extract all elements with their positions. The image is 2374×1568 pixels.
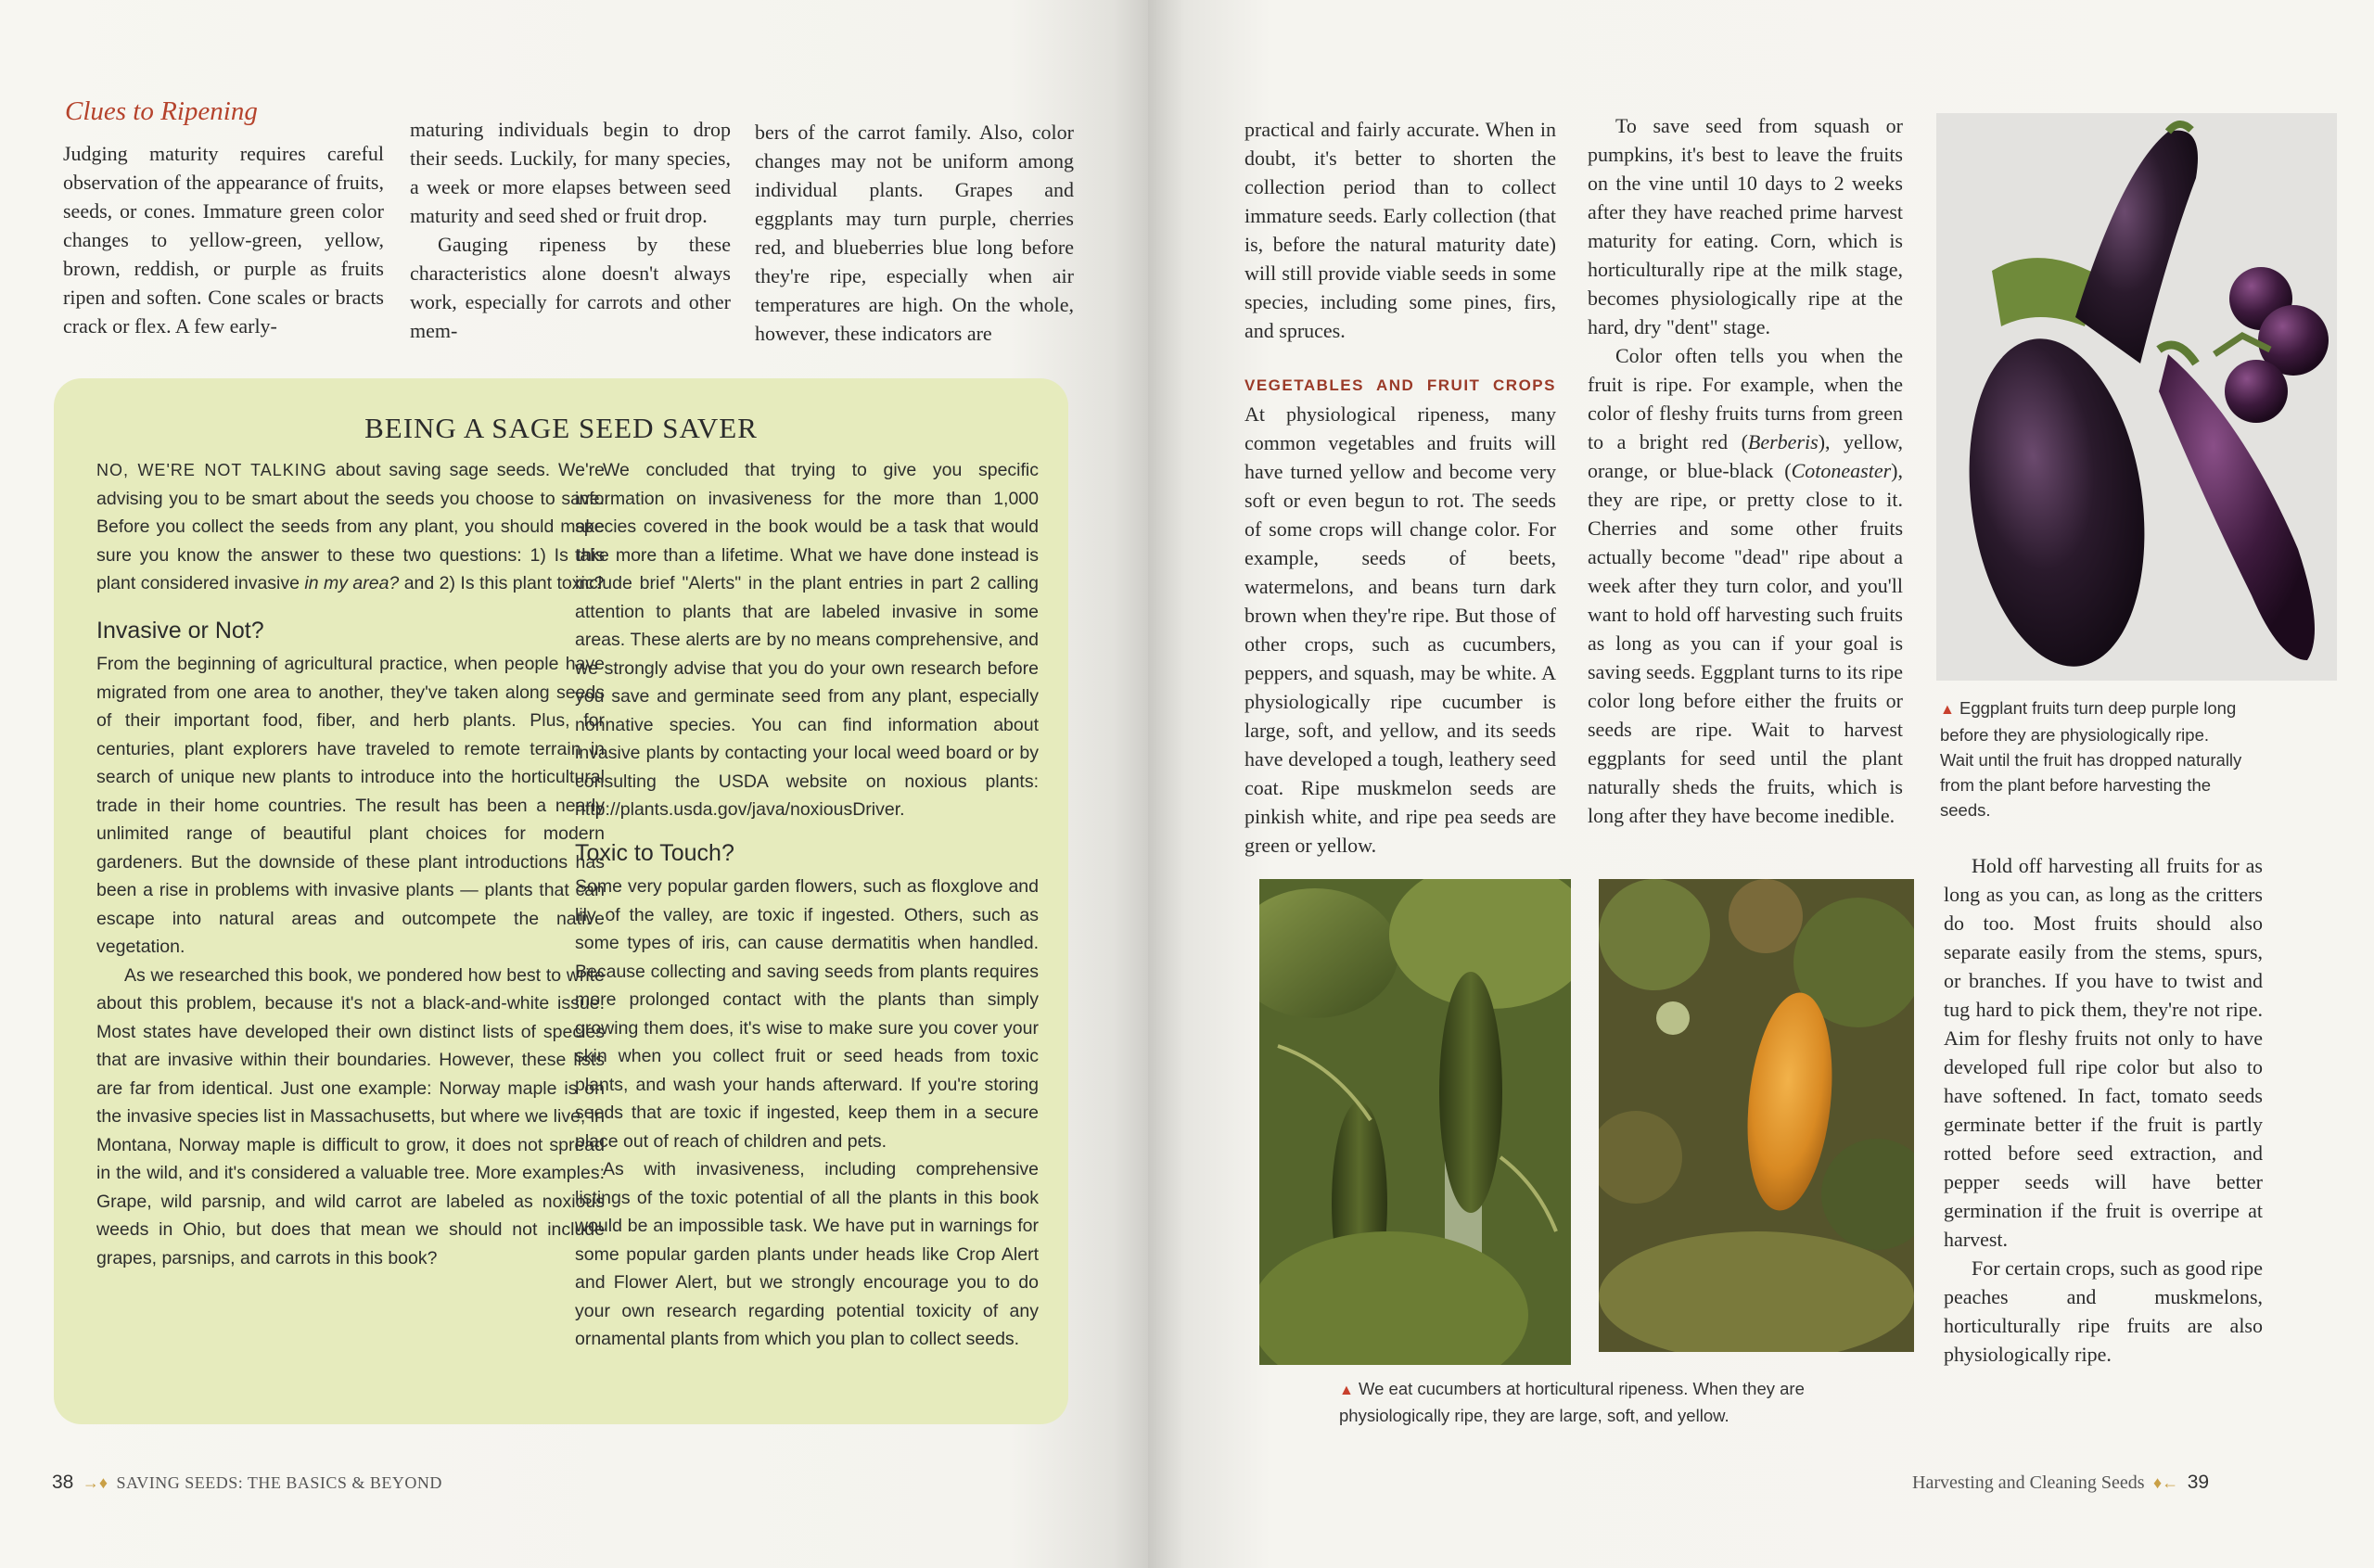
text-column-2 [1588, 111, 1903, 830]
paragraph: Some very popular garden flowers, such as floxglove and lily of the valley, are toxic if ingested. Others, such as some types of iris, can cause dermatitis when handled. Because collecting and saving seeds from plants requires more prolonged contact with the plants than simply growing them does, it's wise to make sure you cover your skin when you collect fruit or seed heads from toxic plants, and wash your hands afterward. If you're storing seeds that are toxic if ingested, keep them in a secure place out of reach of children and pets. [575, 876, 1039, 1152]
yellow-cucumber-illustration [1599, 879, 1914, 1352]
chapter-title: Harvesting and Cleaning Seeds [1912, 1472, 2145, 1493]
veg-text: At physiological ripeness, many common vegetables and fruits will have turned yellow and become very soft or even begun to rot. The seeds of some crops will change color. For example, seeds of beets, watermelons, and beans turn dark brown when they're ripe. But those of other crops, such as cucumbers, peppers, and squash, may be white. A physiologically ripe cucumber is large, soft, and yellow, and its seeds have developed a tough, leathery seed coat. Ripe muskmelon seeds are pinkish white, and ripe pea seeds are green or yellow. [1244, 402, 1556, 857]
sidebar-column-right [575, 456, 1039, 1354]
cucumber-caption [1339, 1376, 1858, 1428]
caption-text: Eggplant fruits turn deep purple long before they are physiologically ripe. Wait until the fruit has dropped naturally from the plant before harvesting the seeds. [1940, 698, 2242, 820]
paragraph: To save seed from squash or pumpkins, it's best to leave the fruits on the vine until 10 days to 2 weeks after they have reached prime harvest maturity for eating. Corn, which is horticulturally ripe at the milk stage, becomes physiologically ripe at the hard, dry "dent" stage. [1588, 114, 1903, 338]
caption-triangle-icon: ▲ [1339, 1383, 1354, 1398]
text-column-1 [1244, 115, 1556, 860]
eggplant-photo [1936, 113, 2337, 681]
cucumber-photo-yellow [1599, 879, 1914, 1352]
intro-text: about saving sage seeds. We're advising you to be smart about the seeds you choose to save. Before you collect the seeds from any plant, you should make sure you know the answer to these two questions: 1) Is this plant considered invasive [96, 460, 606, 593]
text-column-3 [755, 118, 1074, 348]
left-footer [52, 1472, 442, 1494]
paragraph: Judging maturity requires careful observation of the appearance of fruits, seeds, or cones. Immature green color changes to yellow-green, yellow, brown, reddish, or purple as fruits ripen and soften. Cone scales or bracts crack or flex. A few early- [63, 142, 384, 338]
right-page [1148, 0, 2374, 1568]
caption-text: We eat cucumbers at horticultural ripeness. When they are physiologically ripe, they are large, soft, and yellow. [1339, 1379, 1805, 1425]
intro-lead: NO, WE'RE NOT TALKING [96, 461, 327, 479]
caption-triangle-icon: ▲ [1940, 702, 1955, 718]
veg-heading: VEGETABLES AND FRUIT CROPS [1244, 376, 1556, 394]
text-run: Color often tells you when the fruit is ripe. For example, when the color of fleshy fruits turns from green to a bright red ( [1588, 344, 1903, 453]
paragraph: We concluded that trying to give you specific information on invasiveness for the more than 1,000 species covered in the book would be a task that would take more than a lifetime. What we have done instead is include brief "Alerts" in the plant entries in part 2 calling attention to plants that are labeled invasive in some areas. These alerts are by no means comprehensive, and we strongly advise that you do your own research before you save and germinate seed from any plant, especially nonnative species. You can find information about invasive plants by contacting your local weed board or by consulting the USDA website on noxious plants: http://plants.usda.gov/java/noxiousDriver. [575, 460, 1039, 820]
sidebar-box [54, 378, 1068, 1424]
left-page [0, 0, 1148, 1568]
paragraph [1244, 369, 1556, 860]
green-cucumber-illustration [1259, 879, 1571, 1365]
sidebar-column-left [96, 456, 605, 1272]
paragraph: As with invasiveness, including comprehensive listings of the toxic potential of all the plants in this book would be an impossible task. We have put in warnings for some popular garden plants under heads like Crop Alert and Flower Alert, but we strongly encourage you to do your own research regarding potential toxicity of any ornamental plants from which you plan to collect seeds. [575, 1159, 1039, 1349]
paragraph: Gauging ripeness by these characteristics alone doesn't always work, especially for carrots and other mem- [410, 233, 731, 342]
sidebar-intro [96, 456, 605, 598]
section-title: Clues to Ripening [65, 96, 258, 126]
right-footer [1912, 1472, 2209, 1494]
text-column-3 [1944, 851, 2263, 1369]
page-number: 38 [52, 1472, 74, 1493]
paragraph: As we researched this book, we pondered how best to write about this problem, because it's not a black-and-white issue. Most states have developed their own distinct lists of species that are invasive within their boundaries. However, these lists are far from identical. Just one example: Norway maple is on the invasive species list in Massachusetts, but where we live, in Montana, Norway maple is difficult to grow, it does not spread in the wild, and it's considered a valuable tree. More examples: Grape, wild parsnip, and wild carrot are labeled as noxious weeds in Ohio, but does that mean we should not include grapes, parsnips, and carrots in this book? [96, 964, 605, 1268]
paragraph: practical and fairly accurate. When in doubt, it's better to shorten the collection period than to collect immature seeds. Early collection (that is, before the natural maturity date) will still provide viable seeds in some species, including some pines, firs, and spruces. [1244, 118, 1556, 342]
eggplant-illustration [1936, 113, 2337, 681]
invasive-heading: Invasive or Not? [96, 617, 264, 644]
text-column-2 [410, 115, 731, 345]
eggplant-caption [1940, 695, 2246, 822]
text-run: ), they are ripe, or pretty close to it. Cherries and some other fruits actually become "dead" ripe about a week after they turn color, and you'll want to hold off harvesting such fruits as long as you can if your goal is saving seeds. Eggplant turns to its ripe color long before either the fruits or seeds are ripe. Wait to harvest eggplants for seed until the plant naturally sheds the fruits, which is long after they have become inedible. [1588, 459, 1903, 827]
page-number: 39 [2187, 1472, 2210, 1493]
ornament-icon: ♦← [2149, 1473, 2183, 1492]
paragraph: For certain crops, such as good ripe peaches and muskmelons, horticulturally ripe fruits are also physiologically ripe. [1944, 1256, 2263, 1366]
paragraph: Hold off harvesting all fruits for as long as you can, as long as the critters do too. Most fruits should also separate easily from the stems, spurs, or branches. If you have to twist and tug hard to pick them, they're not ripe. Aim for fleshy fruits not only to have developed full ripe color but also to have softened. In fact, tomato seeds germinate better if the fruit is partly rotted before seed extraction, and pepper seeds will have better germination if the fruit is overripe at harvest. [1944, 854, 2263, 1251]
italic-run: Berberis [1747, 430, 1819, 453]
sidebar-title: BEING A SAGE SEED SAVER [364, 412, 758, 444]
intro-italic: in my area? [304, 573, 400, 593]
ornament-icon: →♦ [78, 1473, 112, 1492]
italic-run: Cotoneaster [1791, 459, 1892, 482]
toxic-heading: Toxic to Touch? [575, 839, 734, 866]
paragraph: maturing individuals begin to drop their seeds. Luckily, for many species, a week or more elapses between seed maturity and seed shed or fruit drop. [410, 118, 731, 227]
paragraph: From the beginning of agricultural practice, when people have migrated from one area to another, they've taken along seeds of their important food, fiber, and herb plants. Plus, for centuries, plant explorers have traveled to remote terrain in search of unique new plants to introduce into the horticultural trade in their home countries. The result has been a nearly unlimited range of beautiful plant choices for modern gardeners. But the downside of these plant introductions has been a rise in problems with invasive plants — plants that can escape into natural areas and outcompete the native vegetation. [96, 654, 605, 957]
intro-end: and 2) Is this plant toxic? [403, 573, 605, 593]
book-title: SAVING SEEDS: THE BASICS & BEYOND [116, 1473, 442, 1492]
cucumber-photo-green [1259, 879, 1571, 1365]
text-run: ), yellow, orange, or blue-black ( [1588, 430, 1903, 482]
paragraph: bers of the carrot family. Also, color changes may not be uniform among individual plants. Grapes and eggplants may turn purple, cherries red, and blueberries blue long before they're ripe, especially when air temperatures are high. On the whole, however, these indicators are [755, 121, 1074, 345]
text-column-1 [63, 139, 384, 340]
paragraph [1588, 341, 1903, 830]
